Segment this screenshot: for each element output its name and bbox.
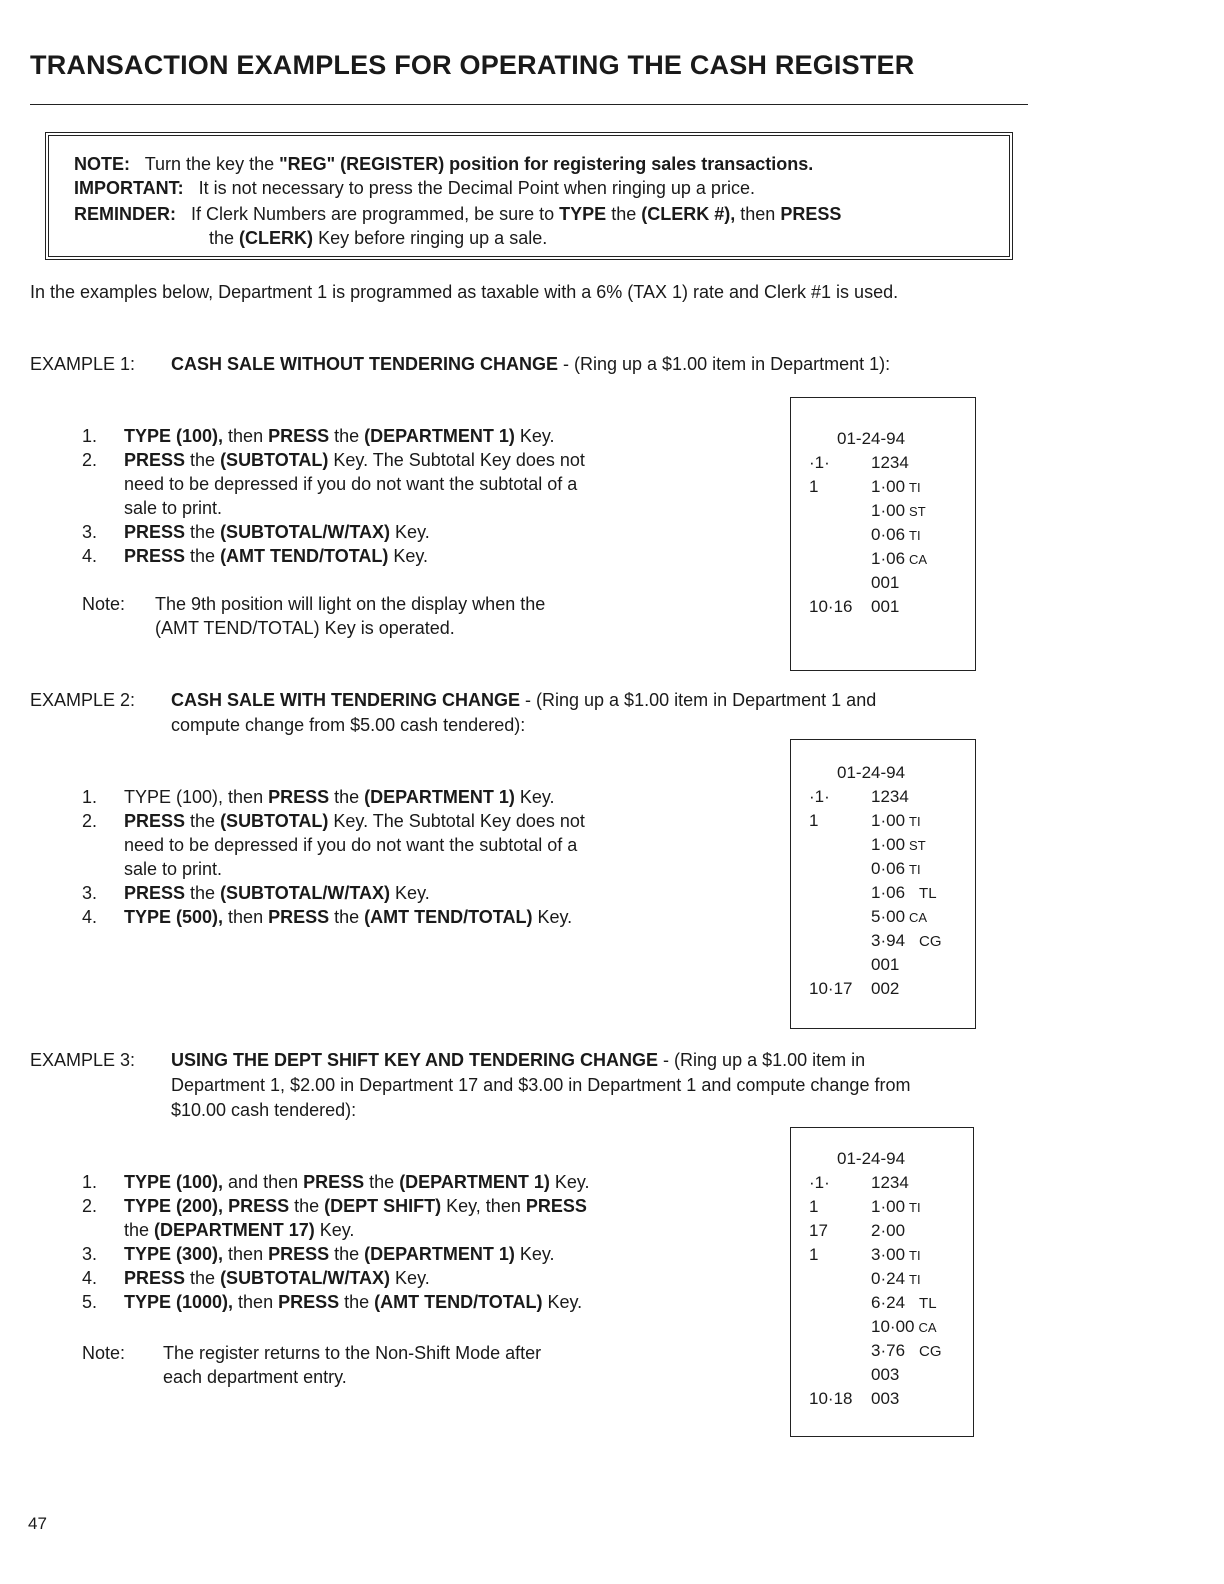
step-fragment: the <box>185 1268 221 1288</box>
step-keyword: (DEPARTMENT 1) <box>364 1244 515 1264</box>
step-fragment: Key. The Subtotal Key does not <box>328 811 585 831</box>
receipt-value: 0·06 TI <box>871 525 921 544</box>
step-keyword: (SUBTOTAL/W/TAX) <box>220 1268 391 1288</box>
receipt-value: 003 <box>871 1365 900 1384</box>
receipt-code: TL <box>919 885 937 902</box>
receipt-code: TI <box>909 862 921 877</box>
step-text <box>124 1218 354 1242</box>
step-fragment: Key. <box>532 907 573 927</box>
important-text: It is not necessary to press the Decimal Point when ringing up a price. <box>198 178 755 198</box>
receipt-value: 1·06 CA <box>871 549 928 568</box>
receipt-col-left: ·1· <box>809 1173 830 1192</box>
step-keyword: PRESS <box>525 1196 587 1216</box>
note-text: each department entry. <box>163 1367 347 1387</box>
step-keyword: PRESS <box>268 426 330 446</box>
example-label: EXAMPLE 1: <box>30 354 136 374</box>
receipt-value: 1·00 ST <box>871 501 926 520</box>
receipt-code: TI <box>909 814 921 829</box>
step-text <box>124 809 585 833</box>
step-keyword: PRESS <box>268 787 330 807</box>
receipt-value: 1·00 TI <box>871 811 921 830</box>
step-number: 3. <box>82 1244 98 1264</box>
step-text <box>124 881 430 905</box>
example-heading-bold: CASH SALE WITH TENDERING CHANGE <box>171 690 521 710</box>
receipt-value: 01-24-94 <box>837 763 906 782</box>
step-keyword: PRESS <box>124 811 186 831</box>
step-fragment: the <box>185 883 221 903</box>
reminder-label: REMINDER: <box>74 204 176 224</box>
step-keyword: TYPE (1000), <box>124 1292 234 1312</box>
step-text <box>124 785 555 809</box>
step-keyword: (SUBTOTAL/W/TAX) <box>220 522 391 542</box>
reminder-clerk-num: (CLERK #), <box>641 204 736 224</box>
step-fragment: the <box>339 1292 375 1312</box>
receipt-code: TI <box>909 1272 921 1287</box>
receipt-col-left: ·1· <box>809 787 830 806</box>
note-text-bold: "REG" (REGISTER) position for registering sales transactions. <box>279 154 814 174</box>
receipt-col-left: 1 <box>809 1197 819 1216</box>
receipt-col-left: 1 <box>809 811 819 830</box>
step-number: 5. <box>82 1292 98 1312</box>
example-heading-rest: - (Ring up a $1.00 item in Department 1): <box>558 354 891 374</box>
step-text <box>124 1242 555 1266</box>
step-keyword: PRESS <box>268 1244 330 1264</box>
note-text: The register returns to the Non-Shift Mode after <box>163 1343 542 1363</box>
reminder-clerk-key: (CLERK) <box>239 228 314 248</box>
example-label: EXAMPLE 2: <box>30 690 136 710</box>
step-fragment: and then <box>223 1172 304 1192</box>
receipt-code: TI <box>909 480 921 495</box>
reminder-text: the <box>209 228 235 248</box>
step-keyword: (DEPARTMENT 1) <box>399 1172 550 1192</box>
step-fragment: Key. The Subtotal Key does not <box>328 450 585 470</box>
step-fragment: Key. <box>390 1268 430 1288</box>
note-label: NOTE: <box>74 154 130 174</box>
step-fragment: the <box>329 426 365 446</box>
receipt-value: 01-24-94 <box>837 1149 906 1168</box>
step-number: 1. <box>82 426 98 446</box>
step-number: 4. <box>82 907 98 927</box>
step-fragment: Key. <box>390 883 430 903</box>
example-heading-bold: CASH SALE WITHOUT TENDERING CHANGE <box>171 354 558 374</box>
step-text <box>124 448 585 472</box>
receipt-value: 002 <box>871 979 900 998</box>
step-fragment: then <box>223 787 269 807</box>
step-keyword: TYPE (200), <box>124 1196 224 1216</box>
note-label: Note: <box>82 594 126 614</box>
step-keyword: PRESS <box>268 907 330 927</box>
step-keyword: (AMT TEND/TOTAL) <box>374 1292 543 1312</box>
step-text <box>124 1170 590 1194</box>
receipt-value: 1234 <box>871 453 909 472</box>
step-keyword: TYPE (100), <box>124 1172 224 1192</box>
step-keyword: PRESS <box>124 1268 186 1288</box>
reminder-type: TYPE <box>559 204 607 224</box>
receipt-value: 3·94 CG <box>871 931 942 950</box>
step-keyword: PRESS <box>303 1172 365 1192</box>
receipt-code: CG <box>919 1343 942 1360</box>
receipt-value: 3·76 CG <box>871 1341 942 1360</box>
page-title: TRANSACTION EXAMPLES FOR OPERATING THE CASH REGISTER <box>30 50 915 80</box>
step-keyword: PRESS <box>124 450 186 470</box>
receipt-value: 10·00 CA <box>871 1317 937 1336</box>
example-heading <box>171 1048 1027 1073</box>
step-keyword: (DEPARTMENT 1) <box>364 787 515 807</box>
reminder-text: If Clerk Numbers are programmed, be sure to <box>191 204 555 224</box>
example-heading-bold: USING THE DEPT SHIFT KEY AND TENDERING CHANGE <box>171 1050 659 1070</box>
step-keyword: TYPE (500), <box>124 907 224 927</box>
receipt-value: 1·00 TI <box>871 1197 921 1216</box>
step-keyword: PRESS <box>124 546 186 566</box>
reminder-line-2 <box>209 226 547 250</box>
receipt-code: TI <box>909 528 921 543</box>
step-number: 2. <box>82 1196 98 1216</box>
example-label: EXAMPLE 3: <box>30 1050 136 1070</box>
step-fragment: sale to print. <box>124 859 223 879</box>
step-keyword: (AMT TEND/TOTAL) <box>220 546 389 566</box>
note-text: (AMT TEND/TOTAL) Key is operated. <box>155 618 455 638</box>
receipt-box <box>790 1127 974 1437</box>
example-heading <box>171 688 1027 713</box>
note-text: Turn the key the <box>144 154 275 174</box>
step-number: 2. <box>82 450 98 470</box>
step-keyword: PRESS <box>278 1292 340 1312</box>
receipt-value: 5·00 CA <box>871 907 928 926</box>
reminder-text: Key before ringing up a sale. <box>318 228 548 248</box>
step-fragment: the <box>185 450 221 470</box>
note-box <box>48 135 1010 257</box>
receipt-value: 1234 <box>871 787 909 806</box>
step-fragment: then <box>223 426 269 446</box>
receipt-value: 1234 <box>871 1173 909 1192</box>
note-text: The 9th position will light on the display when the <box>155 594 546 614</box>
title-divider <box>30 104 1028 105</box>
receipt-col-left: 1 <box>809 477 819 496</box>
step-fragment: the <box>185 811 221 831</box>
note-label: Note: <box>82 1343 126 1363</box>
step-keyword: (DEPT SHIFT) <box>324 1196 442 1216</box>
receipt-col-left: 10·16 <box>809 597 853 616</box>
example-heading-rest: - (Ring up a $1.00 item in Department 1 and <box>520 690 877 710</box>
receipt-value: 6·24 TL <box>871 1293 937 1312</box>
receipt-value: 001 <box>871 573 900 592</box>
step-keyword: (AMT TEND/TOTAL) <box>364 907 533 927</box>
step-fragment: the <box>329 907 365 927</box>
step-fragment: Key. <box>388 546 429 566</box>
reminder-text: then <box>740 204 776 224</box>
receipt-box <box>790 397 976 671</box>
receipt-code: CA <box>918 1320 937 1335</box>
step-fragment: the <box>329 1244 365 1264</box>
step-keyword: PRESS <box>124 883 186 903</box>
step-text <box>124 1194 587 1218</box>
step-fragment: Key. <box>514 1244 555 1264</box>
receipt-value: 2·00 <box>871 1221 906 1240</box>
important-label: IMPORTANT: <box>74 178 184 198</box>
step-fragment: then <box>233 1292 279 1312</box>
step-text <box>124 1266 430 1290</box>
receipt-code: CA <box>909 552 928 567</box>
step-keyword: (DEPARTMENT 1) <box>364 426 515 446</box>
receipt-code: CA <box>909 910 928 925</box>
step-keyword: PRESS <box>228 1196 290 1216</box>
step-keyword: (SUBTOTAL) <box>220 811 329 831</box>
receipt-code: TI <box>909 1248 921 1263</box>
step-number: 4. <box>82 1268 98 1288</box>
receipt-value: 001 <box>871 597 900 616</box>
step-fragment: the <box>185 546 221 566</box>
receipt-code: TI <box>909 1200 921 1215</box>
example-heading-line: $10.00 cash tendered): <box>171 1100 357 1120</box>
reminder-press: PRESS <box>780 204 842 224</box>
step-fragment: sale to print. <box>124 498 223 518</box>
step-fragment: Key. <box>514 426 555 446</box>
step-text <box>124 544 428 568</box>
receipt-value: 001 <box>871 955 900 974</box>
step-number: 3. <box>82 883 98 903</box>
step-number: 2. <box>82 811 98 831</box>
step-fragment: the <box>185 522 221 542</box>
step-fragment: need to be depressed if you do not want the subtotal of a <box>124 835 578 855</box>
receipt-value: 1·00 TI <box>871 477 921 496</box>
receipt-value: 0·06 TI <box>871 859 921 878</box>
step-fragment: need to be depressed if you do not want the subtotal of a <box>124 474 578 494</box>
step-fragment: then <box>223 1244 269 1264</box>
receipt-col-left: 1 <box>809 1245 819 1264</box>
step-keyword: (SUBTOTAL) <box>220 450 329 470</box>
step-fragment: Key. <box>542 1292 583 1312</box>
receipt-code: TL <box>919 1295 937 1312</box>
step-fragment: then <box>223 907 269 927</box>
step-fragment: the <box>364 1172 400 1192</box>
step-keyword: TYPE (100), <box>124 426 224 446</box>
step-fragment: Key. <box>390 522 430 542</box>
receipt-value: 0·24 TI <box>871 1269 921 1288</box>
step-fragment: TYPE (100), <box>124 787 224 807</box>
step-text <box>124 424 555 448</box>
step-text <box>124 496 222 520</box>
step-keyword: PRESS <box>124 522 186 542</box>
receipt-code: ST <box>909 838 926 853</box>
important-line <box>74 176 755 200</box>
receipt-value: 01-24-94 <box>837 429 906 448</box>
receipt-col-left: ·1· <box>809 453 830 472</box>
receipt-value: 1·06 TL <box>871 883 937 902</box>
receipt-col-left: 17 <box>809 1221 828 1240</box>
note-line <box>74 152 813 176</box>
receipt-code: ST <box>909 504 926 519</box>
step-fragment: Key. <box>314 1220 355 1240</box>
step-keyword: TYPE (300), <box>124 1244 224 1264</box>
receipt-box <box>790 739 976 1029</box>
example-heading-rest: - (Ring up a $1.00 item in <box>658 1050 866 1070</box>
step-fragment: the <box>289 1196 325 1216</box>
step-text <box>124 905 572 929</box>
receipt-value: 3·00 TI <box>871 1245 921 1264</box>
step-text <box>124 472 577 496</box>
receipt-col-left: 10·18 <box>809 1389 853 1408</box>
receipt-code: CG <box>919 933 942 950</box>
step-keyword: (SUBTOTAL/W/TAX) <box>220 883 391 903</box>
receipt-value: 003 <box>871 1389 900 1408</box>
page-number: 47 <box>28 1514 47 1533</box>
step-text <box>124 857 222 881</box>
example-heading <box>171 352 1027 377</box>
step-text <box>124 833 577 857</box>
step-fragment: the <box>329 787 365 807</box>
receipt-col-left: 10·17 <box>809 979 853 998</box>
example-heading-line: Department 1, $2.00 in Department 17 and $3.00 in Department 1 and compute change from <box>171 1075 911 1095</box>
reminder-text: the <box>611 204 637 224</box>
receipt-value: 1·00 ST <box>871 835 926 854</box>
intro-text: In the examples below, Department 1 is programmed as taxable with a 6% (TAX 1) rate and Clerk #1 is used. <box>30 282 899 302</box>
step-number: 4. <box>82 546 98 566</box>
step-text <box>124 520 430 544</box>
step-fragment: the <box>124 1220 155 1240</box>
step-fragment: Key, then <box>441 1196 526 1216</box>
step-fragment: Key. <box>549 1172 590 1192</box>
reminder-line <box>74 202 841 226</box>
step-number: 3. <box>82 522 98 542</box>
step-text <box>124 1290 582 1314</box>
step-keyword: (DEPARTMENT 17) <box>154 1220 315 1240</box>
step-number: 1. <box>82 787 98 807</box>
example-heading-line: compute change from $5.00 cash tendered): <box>171 715 526 735</box>
step-fragment: Key. <box>514 787 555 807</box>
step-number: 1. <box>82 1172 98 1192</box>
